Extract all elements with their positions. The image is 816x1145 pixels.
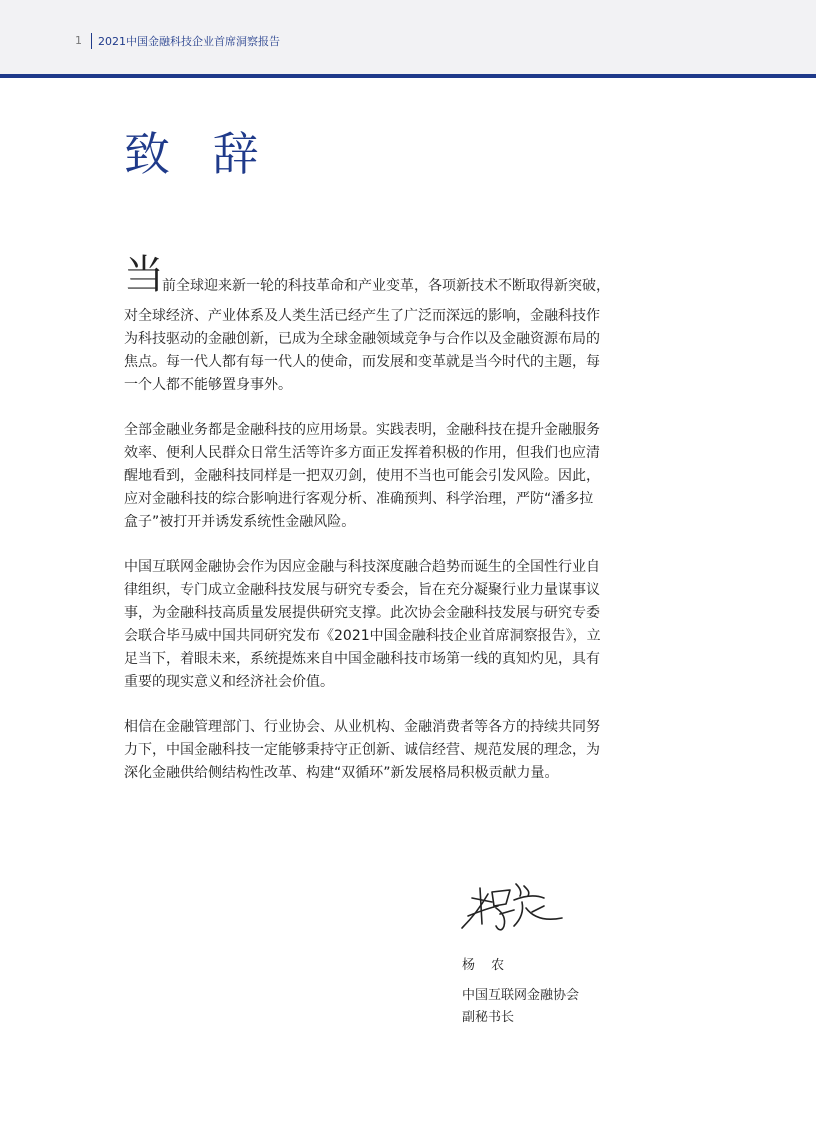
page-number: 1 — [75, 34, 82, 47]
intro-first-line: 前全球迎来新一轮的科技革命和产业变革，各项新技术不断取得新突破， — [162, 278, 610, 294]
paragraph-1: 对全球经济、产业体系及人类生活已经产生了广泛而深远的影响，金融科技作为科技驱动的金融创新，已成为全球金融领域竞争与合作以及金融资源布局的焦点。每一代人都有每一代人的使命，而发展和变革就是当今时代的主题，每一个人都不能够置身事外。 — [124, 308, 600, 393]
paragraph-3: 中国互联网金融协会作为因应金融与科技深度融合趋势而诞生的全国性行业自律组织，专门成立金融科技发展与研究专委会，旨在充分凝聚行业力量谋事议事，为金融科技高质量发展提供研究支撑。此次协会金融科技发展与研究专委会联合毕马威中国共同研究发布《2021中国金融科技企业首席洞察报告》，立足当下，着眼未来，系统提炼来自中国金融科技市场第一线的真知灼见，具有重要的现实意义和经济社会价值。 — [124, 559, 601, 690]
signatory-name: 杨 农 — [462, 958, 511, 973]
handwritten-signature — [458, 878, 568, 938]
signatory-organization: 中国互联网金融协会 — [462, 988, 580, 1003]
paragraph-2: 全部金融业务都是金融科技的应用场景。实践表明，金融科技在提升金融服务效率、便利人民群众日常生活等许多方面正发挥着积极的作用，但我们也应清醒地看到，金融科技同样是一把双刃剑，使用不当也可能会引发风险。因此，应对金融科技的综合影响进行客观分析、准确预判、科学治理，严防“潘多拉盒子”被打开并诱发系统性金融风险。 — [124, 422, 600, 530]
header-rule — [0, 74, 816, 78]
header-separator — [91, 33, 92, 49]
paragraph-4: 相信在金融管理部门、行业协会、从业机构、金融消费者等各方的持续共同努力下，中国金融科技一定能够秉持守正创新、诚信经营、规范发展的理念，为深化金融供给侧结构性改革、构建“双循环”新发展格局积极贡献力量。 — [124, 719, 600, 781]
body-text — [124, 305, 604, 807]
drop-cap: 当 — [124, 252, 164, 298]
page-title: 致 辞 — [124, 127, 273, 181]
signatory-position: 副秘书长 — [462, 1010, 515, 1025]
report-title: 2021中国金融科技企业首席洞察报告 — [98, 35, 280, 48]
